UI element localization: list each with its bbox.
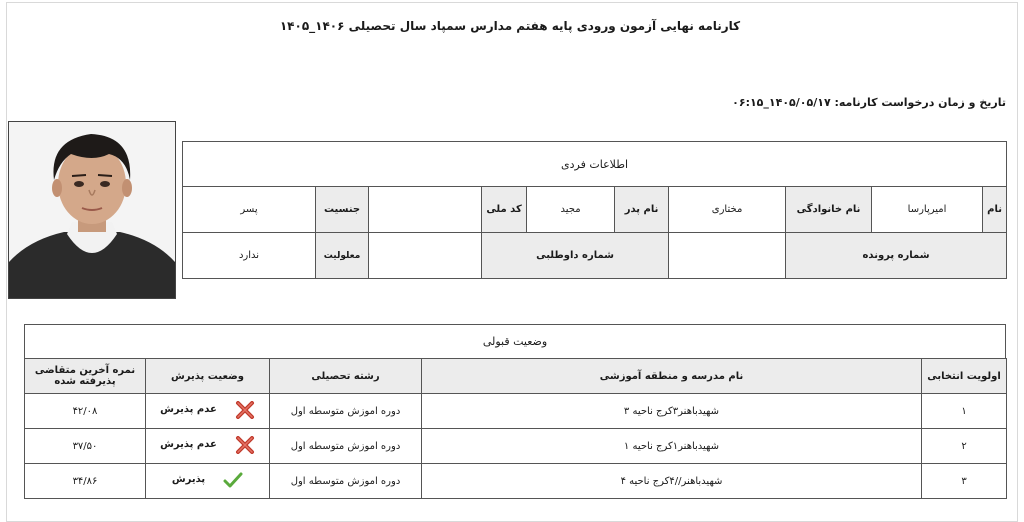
father-name-label: نام پدر — [615, 187, 669, 233]
status-text: پذیرش — [171, 474, 206, 485]
student-photo — [8, 121, 176, 299]
first-name-value: امیرپارسا — [872, 187, 983, 233]
row-field: دوره اموزش متوسطه اول — [270, 429, 422, 464]
row-priority: ۳ — [922, 464, 1007, 499]
report-title: کارنامه نهایی آزمون ورودی پایه هفتم مدارس سمپاد سال تحصیلی ۱۴۰۶_۱۴۰۵ — [279, 19, 741, 33]
table-row — [25, 429, 1007, 464]
applicant-number-value — [369, 233, 482, 279]
col-status: وضعیت پذیرش — [146, 359, 270, 394]
admission-section — [24, 324, 1006, 499]
cross-icon — [235, 436, 255, 454]
row-priority: ۲ — [922, 429, 1007, 464]
admission-heading: وضعیت قبولی — [24, 324, 1006, 358]
status-text: عدم پذیرش — [160, 439, 217, 450]
row-school: شهیدباهنر۳کرج ناحیه ۳ — [422, 394, 922, 429]
cross-icon — [235, 401, 255, 419]
student-photo-icon — [9, 122, 175, 298]
row-priority: ۱ — [922, 394, 1007, 429]
applicant-number-label: شماره داوطلبی — [482, 233, 669, 279]
row-field: دوره اموزش متوسطه اول — [270, 464, 422, 499]
check-icon — [223, 471, 243, 489]
row-last-score: ۳۴/۸۶ — [25, 464, 146, 499]
file-number-value — [669, 233, 786, 279]
row-status — [146, 429, 270, 464]
first-name-label: نام — [983, 187, 1007, 233]
last-name-value: مختاری — [669, 187, 786, 233]
col-field: رشته تحصیلی — [270, 359, 422, 394]
table-row — [25, 394, 1007, 429]
personal-info-table — [182, 141, 1007, 279]
disability-label: معلولیت — [316, 233, 369, 279]
row-last-score: ۴۲/۰۸ — [25, 394, 146, 429]
row-school: شهیدباهنر//۴کرج ناحیه ۴ — [422, 464, 922, 499]
row-status — [146, 394, 270, 429]
father-name-value: مجید — [527, 187, 615, 233]
row-school: شهیدباهنر۱کرج ناحیه ۱ — [422, 429, 922, 464]
gender-label: جنسیت — [316, 187, 369, 233]
national-code-label: کد ملی — [482, 187, 527, 233]
personal-info-heading: اطلاعات فردی — [183, 142, 1007, 187]
col-priority: اولویت انتخابی — [922, 359, 1007, 394]
status-text: عدم پذیرش — [160, 404, 217, 415]
admission-table — [24, 358, 1007, 499]
request-datetime: تاریخ و زمان درخواست کارنامه: ۱۴۰۵/۰۵/۱۷_۰۶:۱۵ — [732, 96, 1006, 109]
disability-value: ندارد — [183, 233, 316, 279]
row-last-score: ۳۷/۵۰ — [25, 429, 146, 464]
admission-header-row — [25, 359, 1007, 394]
gender-value: پسر — [183, 187, 316, 233]
table-row — [25, 464, 1007, 499]
national-code-value — [369, 187, 482, 233]
row-field: دوره اموزش متوسطه اول — [270, 394, 422, 429]
file-number-label: شماره پرونده — [786, 233, 1007, 279]
row-status — [146, 464, 270, 499]
col-last-score: نمره آخرین متقاضی پذیرفته شده — [25, 359, 146, 394]
col-school: نام مدرسه و منطقه آموزشی — [422, 359, 922, 394]
last-name-label: نام خانوادگی — [786, 187, 872, 233]
